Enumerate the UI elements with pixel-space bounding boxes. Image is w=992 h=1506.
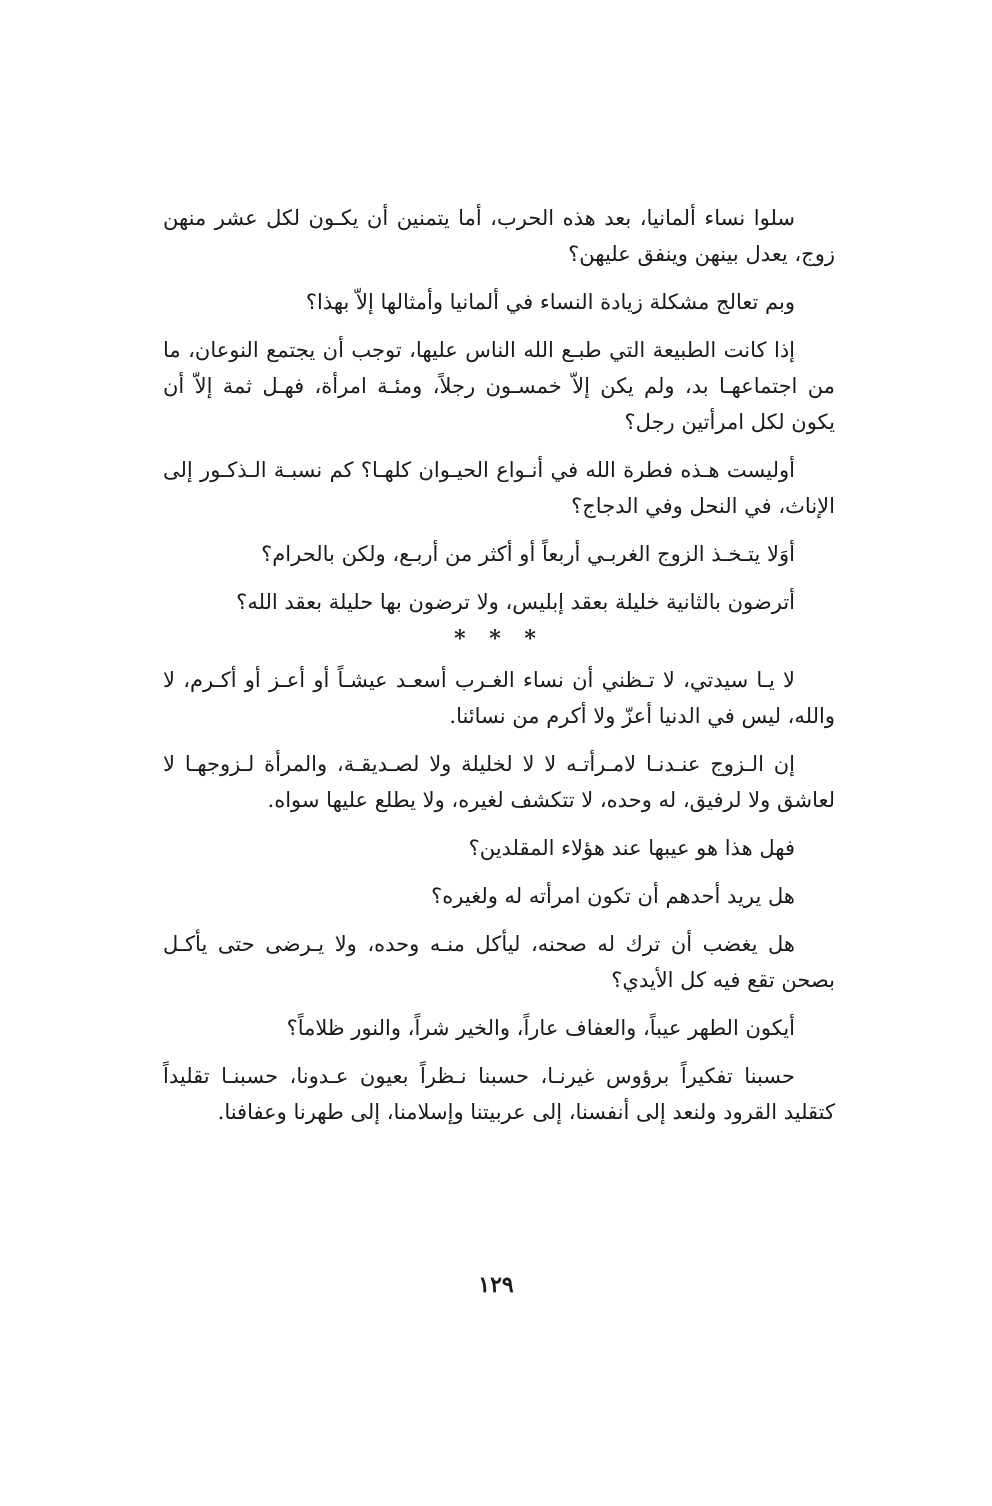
paragraph-13: حسبنا تفكيراً برؤوس غيرنـا، حسبنا نـظراً بعيون عـدونا، حسبنـا تقليداً كتقليد القرود ولنعد إلى أنفسنا، إلى عربيتنا وإسلامنا، إلى طهرنا وعفافنا. [163,1064,835,1124]
paragraph-9: فهل هذا هو عيبها عند هؤلاء المقلدين؟ [468,836,795,860]
paragraph-12: أيكون الطهر عيباً، والعفاف عاراً، والخير شراً، والنور ظلاماً؟ [286,1016,795,1040]
paragraph-11: هل يغضب أن ترك له صحنه، ليأكل منـه وحده، ولا يـرضى حتى يأكـل بصحن تقع فيه كل الأيدي؟ [163,932,835,992]
paragraph-4: أوليست هـذه فطرة الله في أنـواع الحيـوان كلهـا؟ كم نسبـة الـذكـور إلى الإناث، في النحل وفي الدجاج؟ [163,458,835,518]
page-number: ١٢٩ [478,1272,514,1298]
paragraph-3: إذا كانت الطبيعة التي طبـع الله الناس عليها، توجب أن يجتمع النوعان، ما من اجتماعهـا بد، ولم يكن إلاّ خمسـون رجلاً، ومئـة امرأة، فهـل ثمة إلاّ أن يكون لكل امرأتين رجل؟ [163,338,835,434]
section-separator: * * * [454,626,544,652]
page-body [163,200,835,1142]
paragraph-8: إن الـزوج عنـدنـا لامـرأتـه لا لا لخليلة ولا لصـديقـة، والمرأة لـزوجهـا لا لعاشق ولا لرفيق، له وحده، لا تتكشف لغيره، ولا يطلع عليها سواه. [163,752,835,812]
paragraph-7: لا يـا سيدتي، لا تـظني أن نساء الغـرب أسعـد عيشـاً أو أعـز أو أكـرم، لا والله، ليس في الدنيا أعزّ ولا أكرم من نسائنا. [163,668,835,728]
paragraph-1: سلوا نساء ألمانيا، بعد هذه الحرب، أما يتمنين أن يكـون لكل عشر منهن زوج، يعدل بينهن وينفق عليهن؟ [163,206,835,266]
paragraph-6: أترضون بالثانية خليلة بعقد إبليس، ولا ترضون بها حليلة بعقد الله؟ [236,590,795,614]
paragraph-5: أوَلا يتـخـذ الزوج الغربـي أربعاً أو أكثر من أربـع، ولكن بالحرام؟ [261,542,795,566]
paragraph-2: وبم تعالج مشكلة زيادة النساء في ألمانيا وأمثالها إلاّ بهذا؟ [305,290,795,314]
paragraph-10: هل يريد أحدهم أن تكون امرأته له ولغيره؟ [431,884,795,908]
